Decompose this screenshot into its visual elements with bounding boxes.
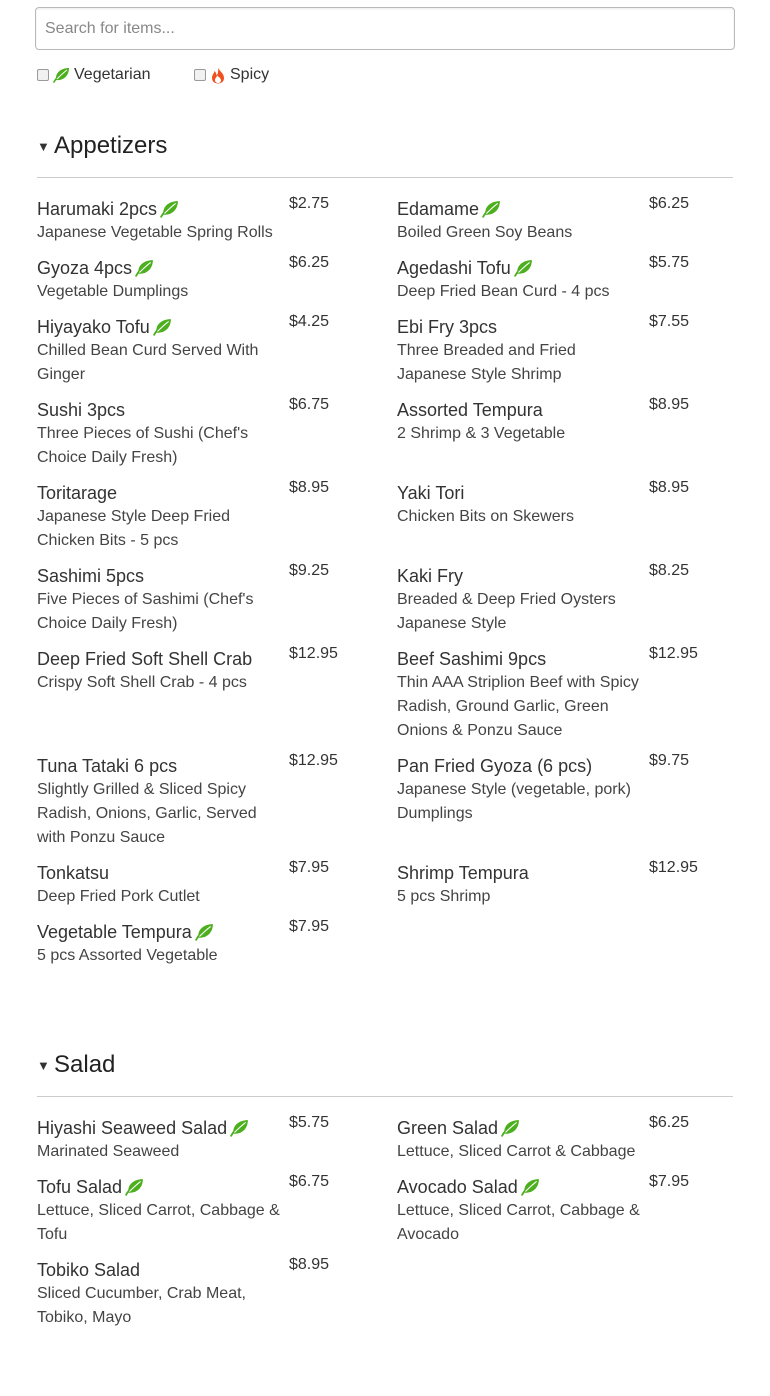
item-price: $6.75 bbox=[289, 396, 330, 413]
menu-section-salad bbox=[37, 1051, 733, 1326]
menu-item[interactable] bbox=[397, 254, 727, 304]
item-name-text: Beef Sashimi 9pcs bbox=[397, 648, 547, 669]
menu-section-appetizers bbox=[37, 132, 733, 964]
section-divider bbox=[37, 177, 733, 178]
item-description: Slightly Grilled & Sliced Spicy Radish, Onions, Garlic, Served with Ponzu Sauce bbox=[37, 781, 257, 846]
item-price: $12.95 bbox=[649, 645, 698, 662]
item-description: Crispy Soft Shell Crab - 4 pcs bbox=[37, 674, 247, 691]
item-description: Chicken Bits on Skewers bbox=[397, 508, 574, 525]
leaf-icon bbox=[125, 1178, 144, 1196]
menu-item[interactable] bbox=[37, 254, 367, 304]
item-description: Lettuce, Sliced Carrot, Cabbage & Tofu bbox=[37, 1202, 280, 1243]
item-description: Three Breaded and Fried Japanese Style Shrimp bbox=[397, 342, 576, 383]
item-price: $9.75 bbox=[649, 752, 690, 769]
item-description: Japanese Style (vegetable, pork) Dumplings bbox=[397, 781, 631, 822]
section-header[interactable] bbox=[37, 132, 733, 160]
menu-item[interactable] bbox=[37, 562, 367, 636]
leaf-icon bbox=[521, 1178, 540, 1196]
item-name-text: Green Salad bbox=[397, 1117, 499, 1138]
item-name-text: Tofu Salad bbox=[37, 1176, 123, 1197]
menu-item[interactable] bbox=[37, 1256, 367, 1330]
item-price: $5.75 bbox=[289, 1114, 330, 1131]
item-price: $5.75 bbox=[649, 254, 690, 271]
item-description: Deep Fried Bean Curd - 4 pcs bbox=[397, 283, 610, 300]
item-price: $6.75 bbox=[289, 1173, 330, 1190]
item-price: $12.95 bbox=[649, 859, 698, 876]
section-divider bbox=[37, 1096, 733, 1097]
item-name-text: Ebi Fry 3pcs bbox=[397, 316, 498, 337]
search-bar bbox=[35, 7, 735, 50]
item-price: $9.25 bbox=[289, 562, 330, 579]
menu-item[interactable] bbox=[397, 752, 727, 826]
flame-icon bbox=[210, 67, 226, 84]
item-name-text: Kaki Fry bbox=[397, 565, 464, 586]
vegetarian-checkbox[interactable] bbox=[37, 69, 49, 81]
item-price: $7.95 bbox=[649, 1173, 690, 1190]
item-name-text: Shrimp Tempura bbox=[397, 862, 529, 883]
leaf-icon bbox=[230, 1119, 249, 1137]
menu-item[interactable] bbox=[37, 752, 367, 850]
item-price: $6.25 bbox=[649, 1114, 690, 1131]
item-name-text: Avocado Salad bbox=[397, 1176, 518, 1197]
item-name-text: Sushi 3pcs bbox=[37, 399, 126, 420]
item-price: $8.95 bbox=[649, 396, 690, 413]
leaf-icon bbox=[482, 200, 501, 218]
item-description: 2 Shrimp & 3 Vegetable bbox=[397, 425, 566, 442]
item-price: $7.55 bbox=[649, 313, 690, 330]
item-name-text: Edamame bbox=[397, 198, 480, 219]
item-price: $8.95 bbox=[289, 1256, 330, 1273]
item-description: Sliced Cucumber, Crab Meat, Tobiko, Mayo bbox=[37, 1285, 246, 1326]
item-description: Japanese Style Deep Fried Chicken Bits - 5 pcs bbox=[37, 508, 230, 549]
item-price: $4.25 bbox=[289, 313, 330, 330]
section-title: Salad bbox=[54, 1051, 116, 1078]
item-description: Five Pieces of Sashimi (Chef's Choice Daily Fresh) bbox=[37, 591, 254, 632]
spicy-filter-label: Spicy bbox=[230, 66, 270, 83]
item-name-text: Gyoza 4pcs bbox=[37, 257, 133, 278]
leaf-icon bbox=[195, 923, 214, 941]
item-name-text: Vegetable Tempura bbox=[37, 921, 192, 942]
item-price: $2.75 bbox=[289, 195, 330, 212]
menu-item[interactable] bbox=[37, 313, 367, 387]
item-description: Deep Fried Pork Cutlet bbox=[37, 888, 200, 905]
diet-filters bbox=[37, 66, 737, 86]
item-name-text: Sashimi 5pcs bbox=[37, 565, 145, 586]
item-price: $8.95 bbox=[289, 479, 330, 496]
search-input[interactable] bbox=[35, 7, 735, 50]
menu-item[interactable] bbox=[397, 479, 727, 529]
item-name-text: Yaki Tori bbox=[397, 482, 465, 503]
item-price: $8.25 bbox=[649, 562, 690, 579]
item-name-text: Harumaki 2pcs bbox=[37, 198, 158, 219]
item-description: 5 pcs Assorted Vegetable bbox=[37, 947, 218, 964]
menu-item[interactable] bbox=[397, 313, 727, 387]
menu-item[interactable] bbox=[397, 1114, 727, 1164]
item-description: Vegetable Dumplings bbox=[37, 283, 189, 300]
item-description: Boiled Green Soy Beans bbox=[397, 224, 573, 241]
item-price: $12.95 bbox=[289, 645, 338, 662]
spicy-filter[interactable] bbox=[194, 66, 269, 84]
item-description: 5 pcs Shrimp bbox=[397, 888, 491, 905]
caret-down-icon[interactable]: ▼ bbox=[37, 1057, 50, 1073]
item-price: $8.95 bbox=[649, 479, 690, 496]
item-name-text: Assorted Tempura bbox=[397, 399, 543, 420]
menu-item[interactable] bbox=[37, 1114, 367, 1164]
spicy-checkbox[interactable] bbox=[194, 69, 206, 81]
menu-item[interactable] bbox=[37, 1173, 367, 1247]
item-name-text: Pan Fried Gyoza (6 pcs) bbox=[397, 755, 593, 776]
item-name-text: Hiyashi Seaweed Salad bbox=[37, 1117, 228, 1138]
item-description: Three Pieces of Sushi (Chef's Choice Daily Fresh) bbox=[37, 425, 249, 466]
menu-item[interactable] bbox=[397, 1173, 727, 1247]
menu-item[interactable] bbox=[37, 645, 367, 695]
menu-item[interactable] bbox=[397, 396, 727, 446]
item-name-text: Hiyayako Tofu bbox=[37, 316, 150, 337]
leaf-icon bbox=[160, 200, 179, 218]
item-name-text: Deep Fried Soft Shell Crab bbox=[37, 648, 253, 669]
menu-item[interactable] bbox=[37, 479, 367, 553]
leaf-icon bbox=[53, 67, 70, 83]
item-price: $6.25 bbox=[289, 254, 330, 271]
item-name-text: Agedashi Tofu bbox=[397, 257, 511, 278]
leaf-icon bbox=[514, 259, 533, 277]
section-title: Appetizers bbox=[54, 132, 168, 159]
menu-item[interactable] bbox=[397, 195, 727, 245]
menu-item[interactable] bbox=[37, 918, 367, 968]
menu-item[interactable] bbox=[37, 396, 367, 470]
item-description: Thin AAA Striplion Beef with Spicy Radish, Ground Garlic, Green Onions & Ponzu Sauce bbox=[397, 674, 639, 739]
item-description: Chilled Bean Curd Served With Ginger bbox=[37, 342, 259, 383]
menu-item[interactable] bbox=[37, 195, 367, 245]
caret-down-icon[interactable]: ▼ bbox=[37, 138, 50, 154]
leaf-icon bbox=[501, 1119, 520, 1137]
item-description: Japanese Vegetable Spring Rolls bbox=[37, 224, 273, 241]
menu-item[interactable] bbox=[37, 859, 367, 909]
item-name-text: Tobiko Salad bbox=[37, 1259, 141, 1280]
item-name-text: Toritarage bbox=[37, 482, 118, 503]
section-header[interactable] bbox=[37, 1051, 733, 1079]
menu-item[interactable] bbox=[397, 859, 727, 909]
vegetarian-filter[interactable] bbox=[37, 66, 151, 84]
item-price: $7.95 bbox=[289, 918, 330, 935]
item-name-text: Tonkatsu bbox=[37, 862, 110, 883]
menu-item[interactable] bbox=[397, 645, 727, 743]
item-price: $12.95 bbox=[289, 752, 338, 769]
item-description: Marinated Seaweed bbox=[37, 1143, 180, 1160]
item-description: Breaded & Deep Fried Oysters Japanese Style bbox=[397, 591, 616, 632]
item-description: Lettuce, Sliced Carrot, Cabbage & Avocado bbox=[397, 1202, 640, 1243]
leaf-icon bbox=[135, 259, 154, 277]
leaf-icon bbox=[153, 318, 172, 336]
item-price: $7.95 bbox=[289, 859, 330, 876]
item-price: $6.25 bbox=[649, 195, 690, 212]
item-name-text: Tuna Tataki 6 pcs bbox=[37, 755, 178, 776]
vegetarian-filter-label: Vegetarian bbox=[74, 66, 151, 83]
item-description: Lettuce, Sliced Carrot & Cabbage bbox=[397, 1143, 636, 1160]
menu-item[interactable] bbox=[397, 562, 727, 636]
